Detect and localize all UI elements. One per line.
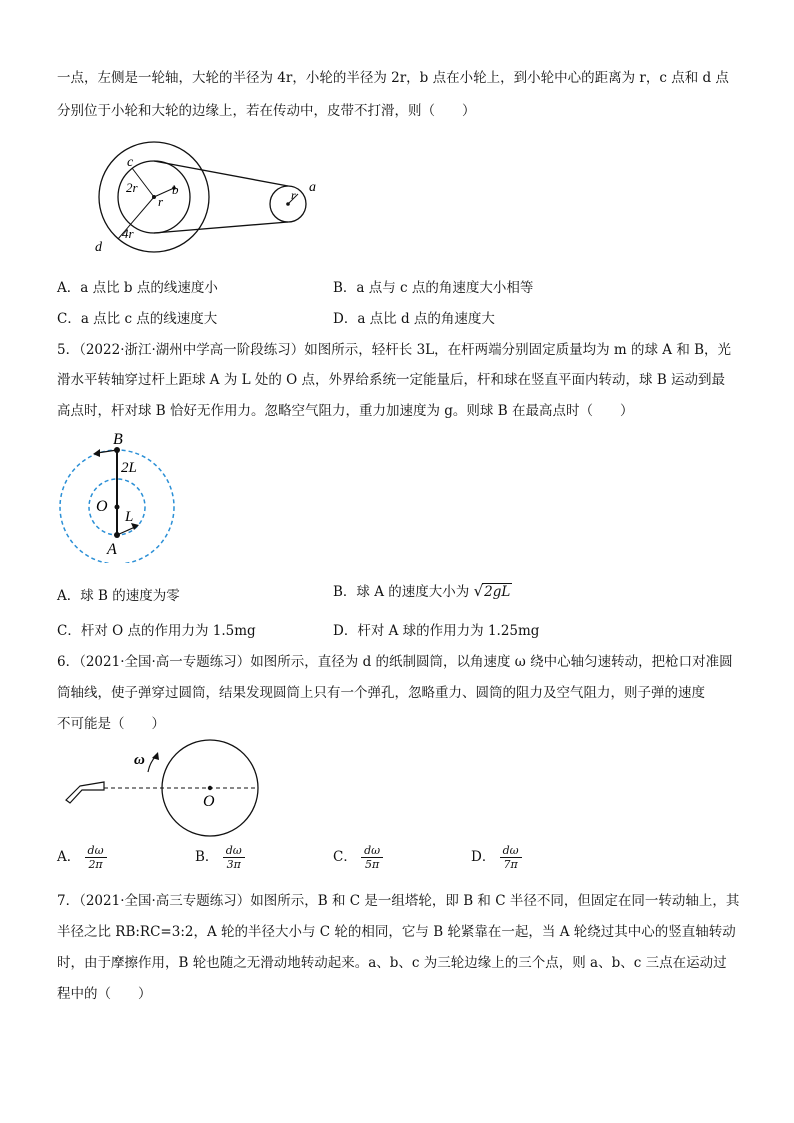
q4-stem-line-1: 一点，左侧是一轮轴，大轮的半径为 4r，小轮的半径为 2r，b 点在小轮上，到小轮中心的距离为 r，c 点和 d 点 [57, 70, 729, 86]
q7-stem-line-3: 时，由于摩擦作用，B 轮也随之无滑动地转动起来。a、b、c 为三轮边缘上的三个点，则 a、b、c 三点在运动过 [57, 955, 727, 971]
q5-stem-line-1: 5．（2022·浙江·湖州中学高一阶段练习）如图所示，轻杆长 3L，在杆两端分别固定质量均为 m 的球 A 和 B，光 [57, 342, 732, 358]
belt-pulley-figure [92, 140, 322, 255]
label-4r: 4r [122, 226, 134, 241]
label-r: r [158, 194, 164, 209]
q6-option-a-denominator: 2π [88, 858, 103, 871]
label-small-r: r [291, 188, 296, 202]
label-center-o: O [203, 793, 215, 810]
q6-option-d-fraction [500, 844, 522, 871]
label-pivot-o: O [96, 498, 108, 515]
q6-option-c-label: C． [333, 849, 357, 865]
q5-option-b-text: B．球 A 的速度大小为 [333, 584, 470, 600]
label-2L: 2L [121, 460, 137, 476]
q6-option-d-denominator: 7π [503, 858, 518, 871]
q5-option-c[interactable]: C．杆对 O 点的作用力为 1.5mg [57, 623, 256, 639]
label-2r: 2r [126, 180, 138, 195]
q4-stem-line-2: 分别位于小轮和大轮的边缘上，若在传动中，皮带不打滑，则（ ） [57, 103, 476, 119]
label-ball-b: B [113, 431, 123, 448]
q5-option-b[interactable]: B．球 A 的速度大小为 √2gL [333, 582, 511, 600]
q6-option-a[interactable] [57, 844, 107, 871]
q5-option-a[interactable]: A．球 B 的速度为零 [57, 588, 180, 604]
label-c: c [127, 155, 134, 170]
center-dot [152, 195, 156, 199]
q6-stem-line-3: 不可能是（ ） [57, 716, 165, 732]
gun-icon [66, 782, 104, 803]
q6-option-b-denominator: 3π [226, 858, 241, 871]
label-a: a [309, 180, 316, 195]
label-L: L [125, 509, 134, 525]
q6-stem-line-2: 筒轴线，使子弹穿过圆筒，结果发现圆筒上只有一个弹孔，忽略重力、圆筒的阻力及空气阻力，则子弹的速度 [57, 685, 705, 701]
q6-option-b[interactable] [195, 844, 245, 871]
q6-option-a-fraction [85, 844, 107, 871]
cylinder-bullet-figure [60, 738, 270, 838]
q7-stem-line-1: 7．（2021·全国·高三专题练习）如图所示，B 和 C 是一组塔轮，即 B 和 C 半径不同，但固定在同一转动轴上，其 [57, 893, 740, 909]
q4-option-a[interactable]: A．a 点比 b 点的线速度小 [57, 280, 218, 296]
arrowhead-b [93, 449, 100, 457]
q6-option-b-numerator: dω [223, 844, 245, 858]
q5-stem-line-2: 滑水平转轴穿过杆上距球 A 为 L 处的 O 点，外界给系统一定能量后，杆和球在竖直平面内转动，球 B 运动到最 [57, 372, 726, 388]
q6-option-a-numerator: dω [85, 844, 107, 858]
q7-stem-line-4: 程中的（ ） [57, 986, 152, 1002]
q6-option-c-denominator: 5π [365, 858, 380, 871]
q5-stem-line-3: 高点时，杆对球 B 恰好无作用力。忽略空气阻力，重力加速度为 g。则球 B 在最高点时（ ） [57, 403, 634, 419]
cylinder-center-dot [208, 786, 212, 790]
q5-option-d[interactable]: D．杆对 A 球的作用力为 1.25mg [333, 623, 540, 639]
radius-r-line [154, 188, 174, 197]
label-b: b [172, 182, 179, 197]
q6-option-d-numerator: dω [500, 844, 522, 858]
q5-option-b-root: 2gL [484, 584, 511, 600]
rotating-rod-figure [55, 428, 185, 563]
q6-option-b-label: B． [195, 849, 219, 865]
q4-option-b[interactable]: B．a 点与 c 点的角速度大小相等 [333, 280, 534, 296]
label-ball-a: A [107, 541, 117, 558]
pivot-o [115, 505, 120, 510]
q4-option-c[interactable]: C．a 点比 c 点的线速度大 [57, 311, 218, 327]
q6-option-d[interactable] [471, 844, 522, 871]
q6-stem-line-1: 6．（2021·全国·高一专题练习）如图所示，直径为 d 的纸制圆筒，以角速度 ω 绕中心轴匀速转动，把枪口对准圆 [57, 654, 733, 670]
q6-option-c-fraction [361, 844, 383, 871]
label-omega: ω [134, 752, 145, 768]
q4-option-d[interactable]: D．a 点比 d 点的角速度大 [333, 311, 495, 327]
q6-option-c-numerator: dω [361, 844, 383, 858]
q6-option-b-fraction [223, 844, 245, 871]
q6-option-c[interactable] [333, 844, 383, 871]
q6-option-d-label: D． [471, 849, 496, 865]
q7-stem-line-2: 半径之比 RB:RC=3:2，A 轮的半径大小与 C 轮的相同，它与 B 轮紧靠在一起，当 A 轮绕过其中心的竖直轴转动 [57, 924, 736, 940]
q6-option-a-label: A． [57, 849, 81, 865]
pulley-center-dot [286, 202, 290, 206]
label-d: d [95, 240, 102, 255]
